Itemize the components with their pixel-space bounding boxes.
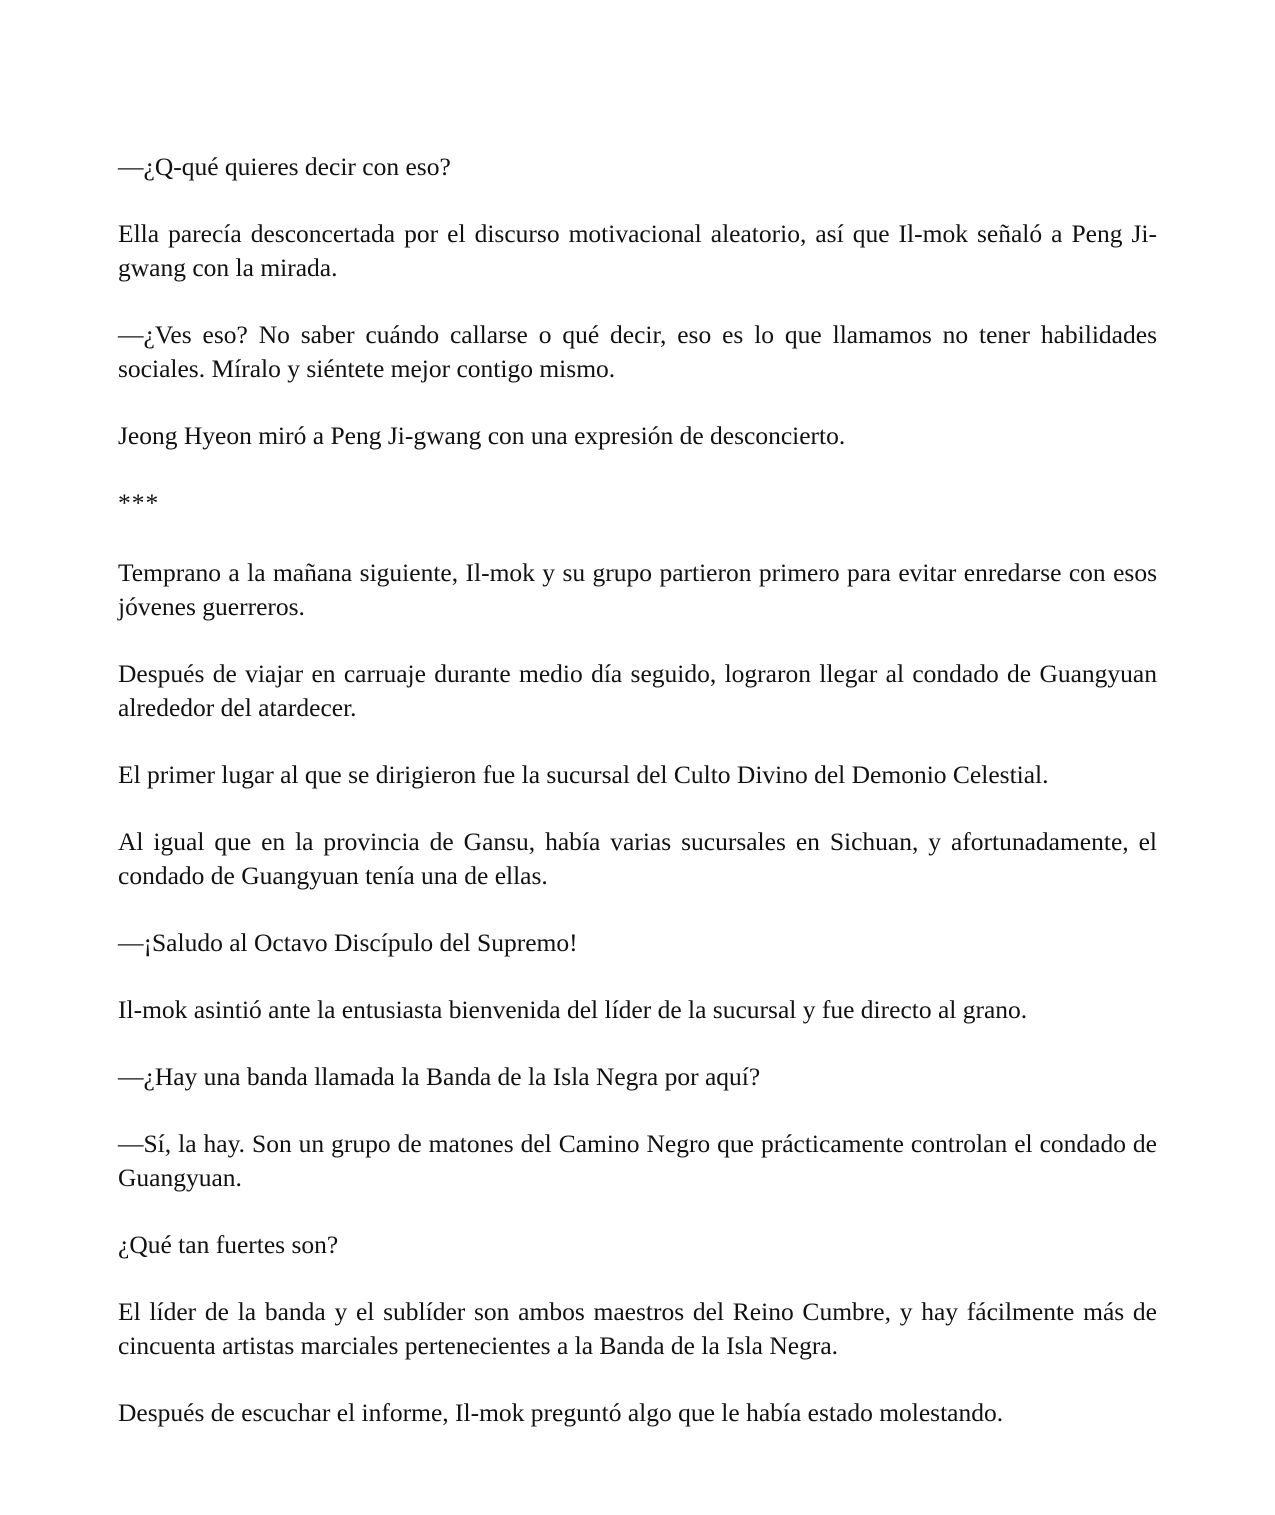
- paragraph-dialogue: —¡Saludo al Octavo Discípulo del Supremo!: [118, 928, 578, 957]
- paragraph: Il-mok asintió ante la entusiasta bienvenida del líder de la sucursal y fue directo al grano.: [118, 995, 1028, 1024]
- paragraph-dialogue: ¿Qué tan fuertes son?: [118, 1230, 339, 1259]
- paragraph-cut-off: Después de escuchar el informe, Il-mok preguntó algo que le había estado molestando.: [118, 1398, 1004, 1427]
- paragraph: El primer lugar al que se dirigieron fue la sucursal del Culto Divino del Demonio Celestial.: [118, 760, 1049, 789]
- paragraph: Temprano a la mañana siguiente, Il-mok y su grupo partieron primero para evitar enredarse con esos jóvenes guerreros.: [118, 558, 1157, 621]
- paragraph-dialogue: —¿Q-qué quieres decir con eso?: [118, 152, 451, 181]
- paragraph-dialogue: —¿Hay una banda llamada la Banda de la Isla Negra por aquí?: [118, 1062, 761, 1091]
- paragraph: El líder de la banda y el sublíder son ambos maestros del Reino Cumbre, y hay fácilmente más de cincuenta artistas marciales pertenecientes a la Banda de la Isla Negra.: [118, 1297, 1157, 1360]
- paragraph: Ella parecía desconcertada por el discurso motivacional aleatorio, así que Il-mok señaló a Peng Ji-gwang con la mirada.: [118, 219, 1157, 282]
- paragraph: Después de viajar en carruaje durante medio día seguido, lograron llegar al condado de Guangyuan alrededor del atardecer.: [118, 659, 1157, 722]
- paragraph: Jeong Hyeon miró a Peng Ji-gwang con una expresión de desconcierto.: [118, 421, 846, 450]
- scene-separator: ***: [118, 488, 160, 517]
- paragraph-dialogue: —¿Ves eso? No saber cuándo callarse o qué decir, eso es lo que llamamos no tener habilidades sociales. Míralo y siéntete mejor contigo mismo.: [118, 320, 1157, 383]
- paragraph: Al igual que en la provincia de Gansu, había varias sucursales en Sichuan, y afortunadamente, el condado de Guangyuan tenía una de ellas.: [118, 827, 1157, 890]
- paragraph-dialogue: —Sí, la hay. Son un grupo de matones del Camino Negro que prácticamente controlan el condado de Guangyuan.: [118, 1129, 1157, 1192]
- page-body: [118, 150, 1157, 1463]
